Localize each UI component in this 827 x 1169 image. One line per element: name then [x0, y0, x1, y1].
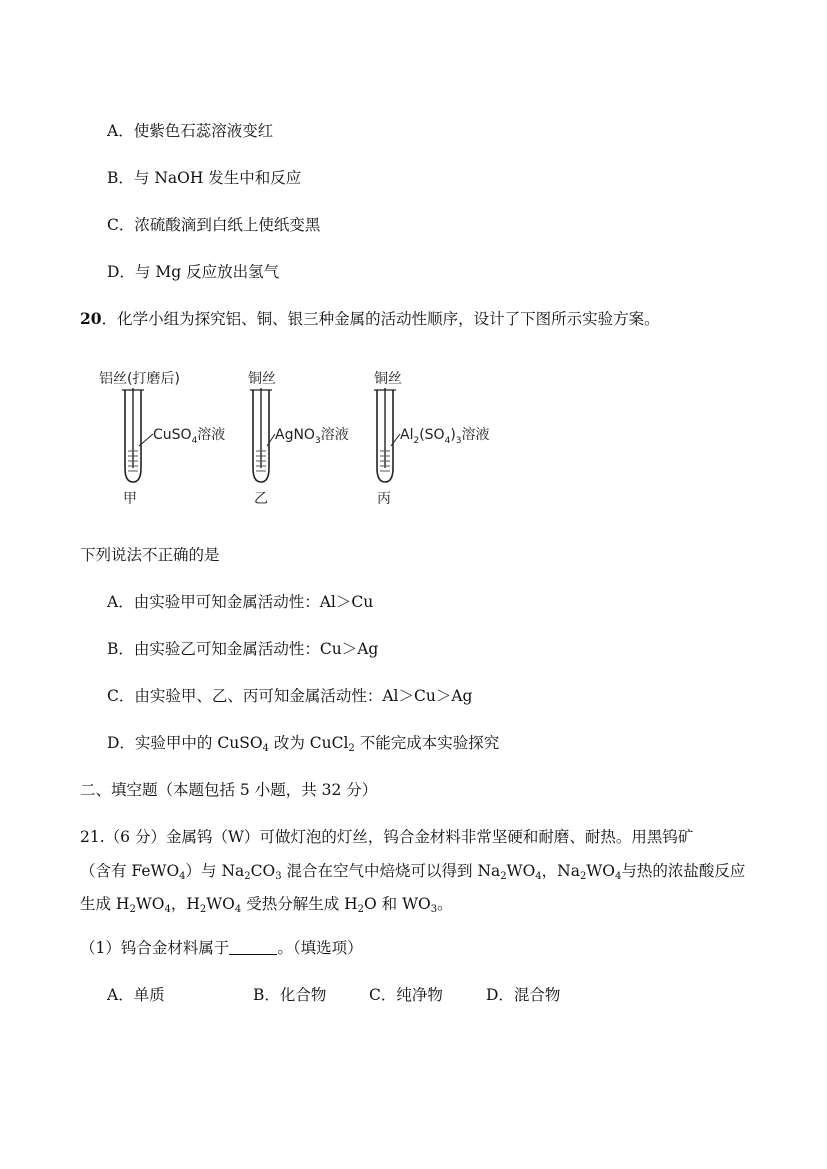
q19-option-c: C．浓硫酸滴到白纸上使纸变黑 [107, 216, 321, 234]
section-heading: 二、填空题（本题包括 5 小题，共 32 分） [80, 781, 378, 799]
q19-option-a: A．使紫色石蕊溶液变红 [107, 122, 274, 140]
q20-option-c: C．由实验甲、乙、丙可知金属活动性：Al＞Cu＞Ag [107, 687, 473, 705]
q21-choice-a: A．单质 [107, 986, 165, 1004]
tube1-wire-label: 铝丝(打磨后) [99, 371, 180, 387]
q21-choice-d: D．混合物 [486, 986, 561, 1004]
q20-option-a: A．由实验甲可知金属活动性：Al＞Cu [107, 593, 374, 611]
q21-line-2: （含有 FeWO$_4$）与 $Na_2CO_3$ 混合在空气中焙烧可以得到 $Na_2WO_4$，$Na_2WO_4$与热的浓盐酸反应 [80, 862, 746, 882]
q19-option-b: B．与 NaOH 发生中和反应 [107, 169, 302, 187]
answer-blank[interactable] [229, 940, 277, 955]
tube2-name: 乙 [254, 491, 268, 507]
q20-number: 20 [80, 309, 102, 328]
q21-subquestion-1: （1）钨合金材料属于 。（填选项） [80, 939, 363, 957]
q21-choice-c: C．纯净物 [369, 986, 443, 1004]
q20-option-d: D．实验甲中的 CuSO$_4$ 改为 CuCl$_2$ 不能完成本实验探究 [107, 734, 500, 754]
tube3-solution-label: $Al_2(SO_4)_3$溶液 [400, 427, 490, 446]
q21-choice-b: B．化合物 [253, 986, 327, 1004]
q21-line-3: 生成 $H_2WO_4$，$H_2WO_4$ 受热分解生成 $H_2O$ 和 $WO_3$。 [80, 895, 453, 915]
q20-stem [80, 309, 660, 329]
q21-line-1: 21.（6 分）金属钨（W）可做灯泡的灯丝，钨合金材料非常坚硬和耐磨、耐热。用黑钨矿 [80, 828, 694, 846]
experiment-figure [95, 360, 500, 510]
tube3-wire-label: 铜丝 [374, 371, 402, 387]
tube1-name: 甲 [123, 491, 137, 507]
tube2-wire-label: 铜丝 [248, 371, 276, 387]
test-tube-yi [248, 370, 349, 507]
q20-stem-text: ．化学小组为探究铝、铜、银三种金属的活动性顺序，设计了下图所示实验方案。 [101, 310, 660, 328]
tube3-name: 丙 [377, 491, 391, 507]
q20-prompt: 下列说法不正确的是 [80, 546, 220, 564]
tube2-solution-label: AgNO$_3$溶液 [275, 427, 349, 446]
test-tube-jia [99, 370, 225, 507]
q20-option-b: B．由实验乙可知金属活动性：Cu＞Ag [107, 640, 379, 658]
tube1-solution-label: CuSO$_4$溶液 [153, 427, 226, 446]
q19-option-d: D．与 Mg 反应放出氢气 [107, 263, 280, 281]
test-tube-bing [374, 370, 490, 507]
